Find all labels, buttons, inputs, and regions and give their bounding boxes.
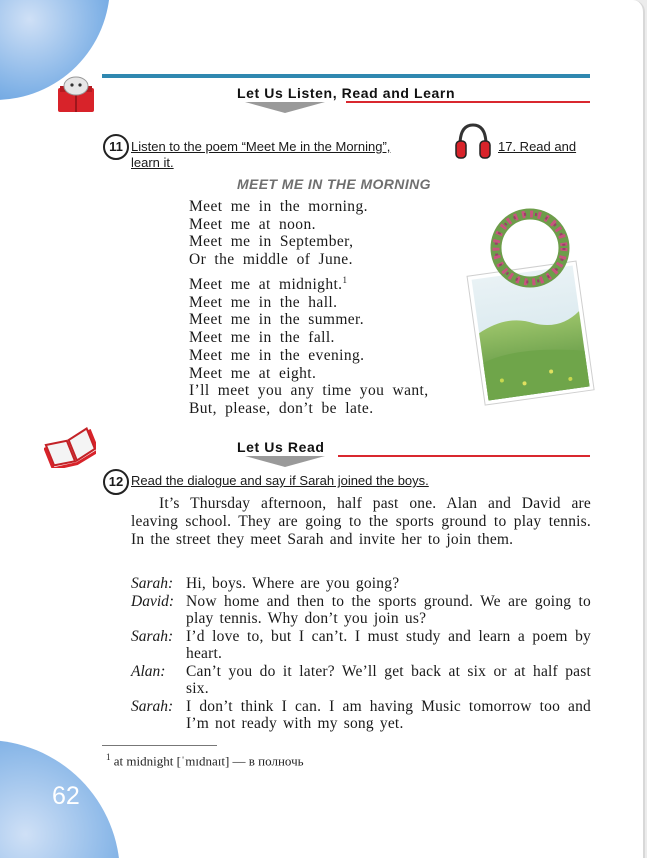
audio-track-number: 17. Read and: [498, 139, 577, 154]
story-text: It’s Thursday afternoon, half past one. Alan and David are leaving school. They are going to the sports ground to play tennis. In the street they meet Sarah and invite her to join them.: [131, 495, 591, 548]
footnote-text: at midnight [ˈmɪdnaɪt] — в полночь: [113, 753, 304, 769]
poem-line: Meet me in the hall.: [189, 293, 338, 311]
task-number-12: 12: [103, 469, 129, 495]
dialogue-line: [131, 698, 591, 733]
poem-line: Meet me at midnight.: [189, 276, 343, 294]
dialogue-line: [131, 575, 591, 593]
story-paragraph: [131, 495, 591, 549]
poem-line: Meet me in September,: [189, 233, 354, 250]
poem-line: Meet me in the fall.: [189, 328, 335, 346]
section-top-line: [102, 74, 590, 78]
footnote-mark: 1: [106, 752, 111, 762]
dialogue: [131, 575, 591, 733]
dialogue-line: [131, 663, 591, 698]
speech: I’d love to, but I can’t. I must study and learn a poem by heart.: [186, 627, 591, 662]
dialogue-line: [131, 628, 591, 663]
section-pointer: [245, 456, 325, 467]
poem-stanza-2: [189, 272, 364, 346]
speaker: David:: [131, 592, 175, 610]
poem-stanza-1: [189, 198, 368, 268]
footnote-ref: 1: [342, 275, 348, 285]
speech: Can’t you do it later? We’ll get back at six or at half past six.: [186, 662, 591, 697]
book-with-face-icon: [54, 76, 100, 116]
poem-line: Meet me in the morning.: [189, 198, 368, 215]
speaker: Sarah:: [131, 575, 174, 592]
task-11-instruction-cont: learn it.: [131, 155, 174, 170]
poem-line: Meet me in the evening.: [189, 347, 365, 364]
poem-stanza-3: [189, 347, 429, 417]
open-book-icon: [44, 424, 96, 468]
speaker: Sarah:: [131, 627, 174, 645]
footnote: [106, 752, 304, 769]
section-pointer: [245, 102, 325, 113]
poem-title: MEET ME IN THE MORNING: [237, 176, 431, 192]
wreath-landscape-illustration: [466, 206, 596, 406]
poem-line: Or the middle of June.: [189, 250, 353, 268]
section-red-line: [338, 455, 590, 457]
speech: I don’t think I can. I am having Music tomorrow too and I’m not ready with my song yet.: [186, 697, 591, 732]
dialogue-line: [131, 593, 591, 628]
speech: Hi, boys. Where are you going?: [186, 575, 400, 592]
task-11-instruction: Listen to the poem “Meet Me in the Morning”,: [131, 139, 391, 154]
task-12-instruction: Read the dialogue and say if Sarah joined the boys.: [131, 473, 429, 488]
speech: Now home and then to the sports ground. We are going to play tennis. Why don’t you join us?: [186, 592, 591, 627]
speaker: Alan:: [131, 662, 166, 680]
footnote-separator: [102, 745, 217, 746]
poem-line: Meet me at noon.: [189, 215, 316, 233]
section-title-let-us-read: Let Us Read: [237, 439, 325, 455]
poem-line: Meet me in the summer.: [189, 311, 365, 329]
poem-line: But, please, don’t be late.: [189, 399, 374, 417]
section-title-listen-read-learn: Let Us Listen, Read and Learn: [237, 85, 456, 101]
poem-line: I’ll meet you any time you want,: [189, 382, 429, 399]
task-number-11: 11: [103, 134, 129, 160]
poem-line: Meet me at eight.: [189, 364, 317, 382]
speaker: Sarah:: [131, 697, 174, 715]
section-red-line: [346, 101, 590, 103]
headphones-icon: [455, 121, 491, 161]
page-number: 62: [52, 782, 80, 810]
